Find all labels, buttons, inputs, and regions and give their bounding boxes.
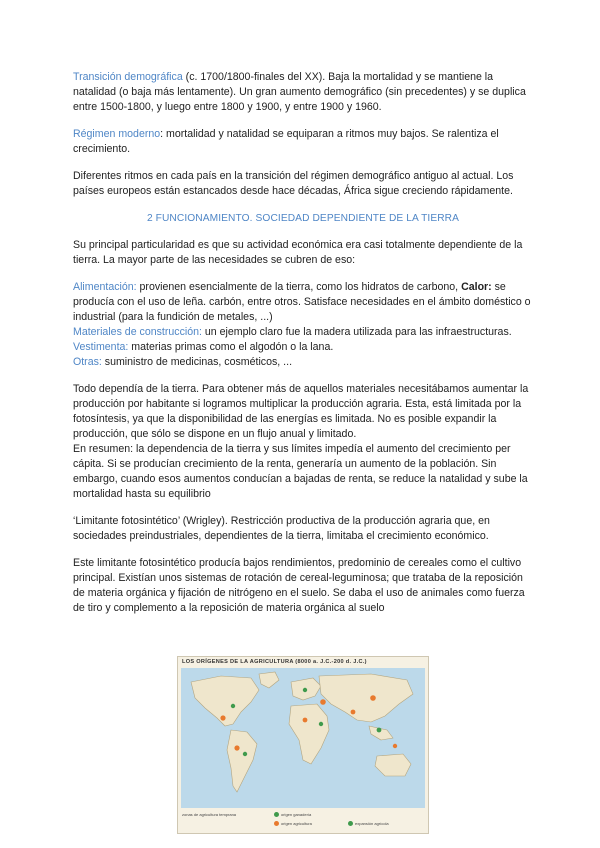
term-alimentacion: Alimentación: <box>73 281 137 293</box>
map-title: LOS ORÍGENES DE LA AGRICULTURA (8000 a. J.C.-200 d. J.C.) <box>182 659 367 665</box>
marker-southeast-asia <box>377 728 382 733</box>
text-otras: suministro de medicinas, cosméticos, ... <box>101 356 293 368</box>
world-map <box>181 668 425 808</box>
legend-item-agricultura <box>274 821 312 826</box>
term-transicion: Transición demográfica <box>73 71 183 83</box>
paragraph-transicion <box>73 70 533 115</box>
marker-china <box>370 695 376 701</box>
marker-north-america <box>231 704 235 708</box>
legend-green-dot-icon <box>274 812 279 817</box>
term-regimen: Régimen moderno <box>73 128 161 140</box>
legend-orange-dot-icon <box>274 821 279 826</box>
list-item-materiales <box>73 325 533 340</box>
section-heading: 2 FUNCIONAMIENTO. SOCIEDAD DEPENDIENTE DE LA TIERRA <box>146 213 460 224</box>
text-materiales: un ejemplo claro fue la madera utilizada para las infraestructuras. <box>201 326 512 338</box>
list-item-vestimenta <box>73 340 533 355</box>
marker-andes <box>234 745 239 750</box>
map-legend <box>178 810 428 833</box>
legend-label-expansion: expansión agrícola <box>355 821 389 826</box>
term-materiales: Materiales de construcción: <box>73 326 202 338</box>
text-resumen: En resumen: la dependencia de la tierra y sus límites impedía el aumento del crecimiento per cápita. Si se producían crecimiento de la renta, generaría un aumento de la población. Sin embargo, cuando esos aumentos conducían a bajadas de renta, se reduce la natalidad y sube la mortalidad hasta su equilibrio <box>73 443 528 500</box>
legend-item-expansion <box>348 821 389 826</box>
marker-ethiopia <box>319 722 323 726</box>
paragraph-particularidad: Su principal particularidad es que su actividad económica era casi totalmente dependiente de la tierra. La mayor parte de las necesidades se cubren de eso: <box>73 239 523 266</box>
text-dependencia: Todo dependía de la tierra. Para obtener más de aquellos materiales necesitábamos aumentar la producción por habitante si logramos multiplicar la producción agraria. Esta, está limitada por la fotosíntesis, ya que la disponibilidad de las energías es limitada. No es posible expandir la producción, que sólo se dispone en un flujo anual y limitado. <box>73 383 529 440</box>
paragraph-dependencia <box>73 382 533 502</box>
list-item-alimentacion <box>73 280 533 325</box>
text-transicion: (c. 1700/1800-finales del XX). Baja la mortalidad y se mantiene la natalidad (o baja más lentamente). Un gran aumento demográfico (sin precedentes) y se duplica entre 1500-1800, y luego entre 1800 y 1900, y entre 1900 y 1960. <box>73 71 526 113</box>
marker-sahel <box>303 718 308 723</box>
marker-near-east <box>320 699 326 705</box>
text-calor: se producía con el uso de leña. carbón, entre otros. Satisface necesidades en el ámbito doméstico o industrial (para la fundición de metales, ...) <box>73 281 531 323</box>
legend-label-agricultura: origen agricultura <box>281 821 312 826</box>
legend-green-dot-icon-2 <box>348 821 353 826</box>
term-otras: Otras: <box>73 356 102 368</box>
legend-label-ganaderia: origen ganadería <box>281 812 312 817</box>
marker-new-guinea <box>393 744 397 748</box>
list-item-otras <box>73 355 533 370</box>
agriculture-origins-map <box>177 656 429 834</box>
legend-item-ganaderia <box>274 812 311 817</box>
document-body <box>73 70 533 628</box>
marker-mesoamerica <box>220 715 225 720</box>
paragraph-rendimientos: Este limitante fotosintético producía bajos rendimientos, predominio de cereales como el cultivo principal. Existían unos sistemas de rotación de cereal-leguminosa; que trataba de la reposición de materia orgánica y fijación de nitrógeno en el suelo. Se daba el uso de animales como fuerza de tiro y complemento a la reposición de materia orgánica al suelo <box>73 557 525 614</box>
legend-label-temprana: zonas de agricultura temprana <box>182 812 237 817</box>
paragraph-ritmos: Diferentes ritmos en cada país en la transición del régimen demográfico antiguo al actual. Los países europeos están estancados desde hace décadas, África sigue creciendo rápidamente. <box>73 170 514 197</box>
marker-amazonia <box>243 752 247 756</box>
text-alimentacion: provienen esencialmente de la tierra, como los hidratos de carbono, <box>136 281 462 293</box>
legend-item-temprana <box>182 812 236 817</box>
needs-list <box>73 280 533 370</box>
term-calor: Calor: <box>461 281 492 293</box>
text-vestimenta: materias primas como el algodón o la lana. <box>128 341 334 353</box>
text-regimen: : mortalidad y natalidad se equiparan a ritmos muy bajos. Se ralentiza el crecimiento. <box>73 128 499 155</box>
paragraph-regimen <box>73 127 533 157</box>
paragraph-limitante: ‘Limitante fotosintético’ (Wrigley). Restricción productiva de la producción agraria que, en sociedades preindustriales, dependientes de la tierra, limitaba el crecimiento económico. <box>73 515 490 542</box>
term-vestimenta: Vestimenta: <box>73 341 129 353</box>
marker-europe <box>303 688 307 692</box>
marker-india <box>351 710 356 715</box>
